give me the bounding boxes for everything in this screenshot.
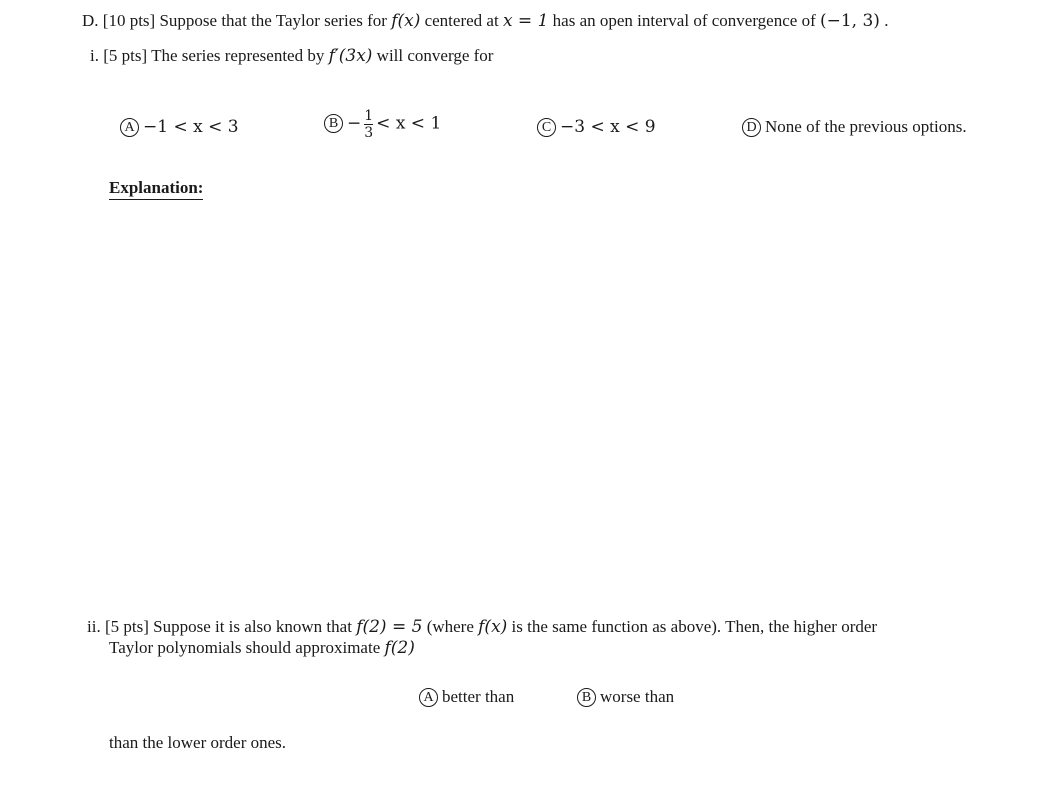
option-b-denominator: 3 bbox=[364, 125, 374, 141]
option-d-text: None of the previous options. bbox=[765, 117, 967, 136]
option-ii-b[interactable] bbox=[577, 687, 674, 707]
part-ii-f2: f(2) bbox=[384, 638, 415, 658]
part-d-end: . bbox=[884, 11, 889, 30]
part-i-question bbox=[90, 46, 493, 66]
option-b-numerator: 1 bbox=[364, 108, 374, 124]
part-ii-text-4: Taylor polynomials should approximate bbox=[109, 638, 381, 657]
part-d-interval: (−1, 3) bbox=[819, 11, 880, 31]
part-d-function: f(x) bbox=[391, 11, 421, 31]
option-c[interactable] bbox=[537, 117, 656, 137]
option-ii-a-text: better than bbox=[442, 687, 515, 706]
part-d-points: [10 pts] bbox=[102, 11, 156, 30]
part-ii-label: ii. bbox=[87, 617, 101, 636]
part-i-points: [5 pts] bbox=[103, 46, 148, 65]
part-ii-points: [5 pts] bbox=[104, 617, 149, 636]
option-a-text: −1 < x < 3 bbox=[143, 117, 239, 137]
option-a-marker[interactable]: A bbox=[120, 118, 139, 137]
part-ii-text-2: (where bbox=[426, 617, 474, 636]
option-ii-a-marker[interactable]: A bbox=[419, 688, 438, 707]
part-ii-function: f(x) bbox=[478, 617, 508, 637]
option-ii-b-marker[interactable]: B bbox=[577, 688, 596, 707]
option-b-fraction bbox=[364, 108, 373, 141]
part-ii-given: f(2) = 5 bbox=[356, 617, 423, 637]
part-i-expression: f′(3x) bbox=[328, 46, 373, 66]
part-ii-line-2 bbox=[109, 638, 415, 658]
option-ii-a[interactable] bbox=[419, 687, 514, 707]
option-b-text: < x < 1 bbox=[376, 113, 442, 134]
part-ii-text-1: Suppose it is also known that bbox=[153, 617, 352, 636]
option-c-text: −3 < x < 9 bbox=[560, 117, 656, 137]
part-ii-text-3: is the same function as above). Then, the higher order bbox=[511, 617, 878, 636]
part-i-label: i. bbox=[90, 46, 99, 65]
part-d-text-2: centered at bbox=[424, 11, 499, 30]
option-c-marker[interactable]: C bbox=[537, 118, 556, 137]
part-i-text: The series represented by bbox=[151, 46, 325, 65]
part-ii-closing: than the lower order ones. bbox=[109, 733, 287, 752]
option-b-minus: − bbox=[347, 113, 362, 134]
option-ii-b-text: worse than bbox=[600, 687, 675, 706]
part-d-text-3: has an open interval of convergence of bbox=[552, 11, 816, 30]
option-a[interactable] bbox=[120, 117, 239, 137]
option-b-marker[interactable]: B bbox=[324, 114, 343, 133]
part-i-text-after: will converge for bbox=[376, 46, 494, 65]
option-d-marker[interactable]: D bbox=[742, 118, 761, 137]
part-d-center: x = 1 bbox=[502, 11, 549, 31]
option-b[interactable] bbox=[324, 108, 441, 141]
part-ii-line-1 bbox=[87, 617, 877, 637]
part-d-label: D. bbox=[82, 11, 99, 30]
option-d[interactable] bbox=[742, 117, 967, 137]
explanation-heading: Explanation: bbox=[109, 178, 203, 200]
part-d-statement bbox=[82, 11, 888, 31]
part-d-text-1: Suppose that the Taylor series for bbox=[159, 11, 387, 30]
